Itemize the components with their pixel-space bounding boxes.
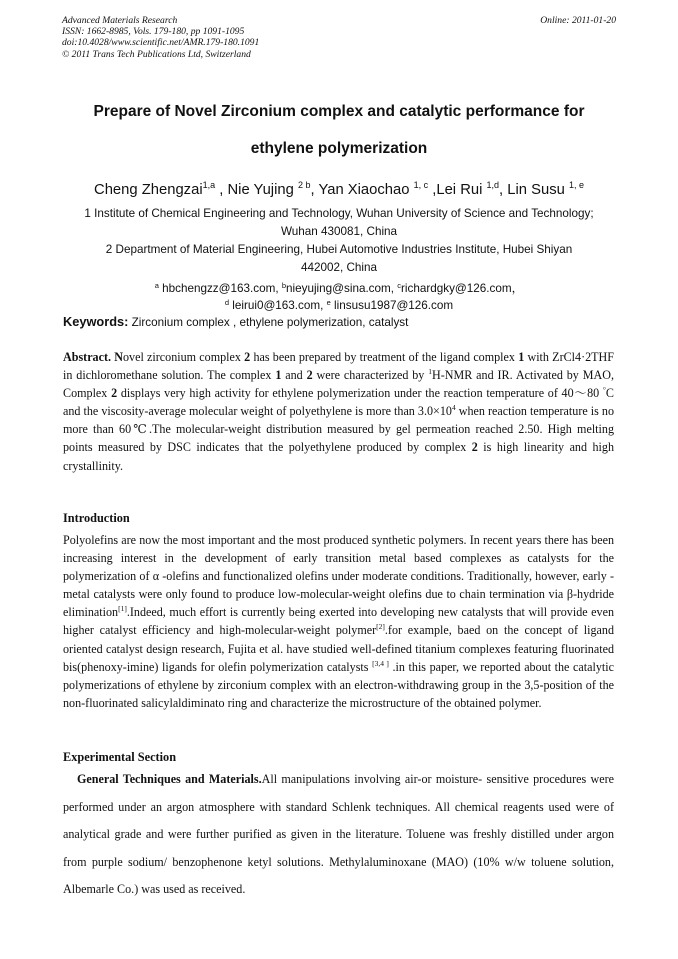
- experimental-heading: Experimental Section: [63, 750, 177, 764]
- email-line-2: $^d$ leirui0@163.com, $^e$ linsusu1987@126.com: [224, 298, 454, 312]
- affiliation-2-line-2: 442002, China: [300, 261, 378, 274]
- author-list: [20, 180, 658, 198]
- author-3: Yan Xiaochao $^{1, c}$ ,: [318, 180, 437, 198]
- affiliation-1-line-1: 1 Institute of Chemical Engineering and Technology, Wuhan University of Science and Technology;: [84, 207, 594, 220]
- email-line-1: $^a$ hbchengzz@163.com, $^b$nieyujing@sina.com, $^c$richardgky@126.com，: [154, 281, 524, 295]
- affiliation-2-line-1: 2 Department of Material Engineering, Hubei Automotive Industries Institute, Hubei Shiyan: [105, 243, 573, 256]
- keywords-label: Keywords:: [63, 314, 129, 329]
- introduction-paragraph: Polyolefins are now the most important and the most produced synthetic polymers. In recent years there has been increasing interest in the development of early transition metal based complexes as catalysts for the polymerization of α -olefins and functionalized olefins under moderate conditions. Traditionally, however, early -metal catalysts were only found to produce low-molecular-weight olefins due to chain termination via β-hydride elimination[1].Indeed, much effort is currently being exerted into developing new catalysts that will provide even higher catalyst efficiency and high-molecular-weight polymer[2].for example, baed on the concept of ligand oriented catalyst design research, Fujita et al. have studied well-defined titanium complexes featuring fluorinated bis(phenoxy-imine) ligands for olefin polymerization catalysts [3,4 ] .in this paper, we reported about the catalytic polymerizations of ethylene by zirconium complex with an electron-withdrawing group in the 3,5-position of the non-fluorinated salicylaldiminato ring and characterize the microstructure of the obtained polymer.: [63, 533, 614, 710]
- journal-header: [62, 15, 616, 60]
- email-a[interactable]: hbchengzz@163.com,: [158, 282, 282, 295]
- affiliation-1-line-2: Wuhan 430081, China: [280, 225, 398, 238]
- experimental-paragraph: General Techniques and Materials.All manipulations involving air-or moisture- sensitive procedures were performed under an argon atmosphere with standard Schlenk techniques. All chemical reagents used were of analytical grade and were further purified as given in the literature. Toluene was freshly distilled under argon from purple sodium/ benzophenone ketyl solutions. Methylaluminoxane (MAO) (10% w/w toluene solution, Albemarle Co.) was used as received.: [63, 772, 614, 897]
- abstract-label: Abstract.: [63, 350, 112, 364]
- doi-line: doi:10.4028/www.scientific.net/AMR.179-180.1091: [62, 37, 260, 49]
- email-e[interactable]: linsusu1987@126.com: [330, 299, 454, 312]
- email-b[interactable]: nieyujing@sina.com,: [286, 282, 398, 295]
- keywords: [63, 314, 408, 329]
- author-5: Lin Susu $^{1, e}$: [507, 180, 584, 198]
- author-4: Lei Rui $^{1,d}$,: [436, 180, 508, 198]
- title-line-2: ethylene polymerization: [250, 140, 428, 157]
- keywords-text: Zirconium complex , ethylene polymerization, catalyst: [128, 316, 409, 329]
- email-d[interactable]: leirui0@163.com,: [229, 299, 327, 312]
- email-c[interactable]: richardgky@126.com，: [401, 282, 524, 295]
- general-techniques-subheading: General Techniques and Materials.: [77, 772, 262, 786]
- citation-1[interactable]: [1]: [118, 604, 127, 614]
- abstract-paragraph: Abstract. Novel zirconium complex 2 has been prepared by treatment of the ligand complex 1 with ZrCl4·2THF in dichloromethane solution. The complex 1 and 2 were characterized by $^1$H-NMR and IR. Activated by MAO, Complex 2 displays very high activity for ethylene polymerization under the reaction temperature of 40～80 °C and the viscosity-average molecular weight of polyethylene is more than $3.0\times 10^4$ when reaction temperature is no more than 60℃.The molecular-weight distribution measured by gel permeation reached 2.50. High melting points measured by DSC indicates that the polyethylene produced by complex 2 is high linearity and high crystallinity.: [63, 350, 614, 473]
- copyright-line: © 2011 Trans Tech Publications Ltd, Switzerland: [62, 48, 251, 60]
- citation-2[interactable]: [2]: [376, 622, 385, 632]
- citation-3-4[interactable]: [3,4 ]: [372, 658, 389, 668]
- introduction-heading: Introduction: [63, 511, 130, 525]
- journal-name: Advanced Materials Research: [62, 15, 178, 26]
- issn-line: ISSN: 1662-8985, Vols. 179-180, pp 1091-1095: [62, 26, 245, 38]
- author-2: Nie Yujing $^{2 b}$,: [227, 180, 319, 198]
- online-date: Online: 2011-01-20: [540, 15, 616, 26]
- author-1: Cheng Zhengzai$^{1,a}$ ,: [94, 180, 228, 198]
- title-line-1: Prepare of Novel Zirconium complex and catalytic performance for: [93, 103, 585, 120]
